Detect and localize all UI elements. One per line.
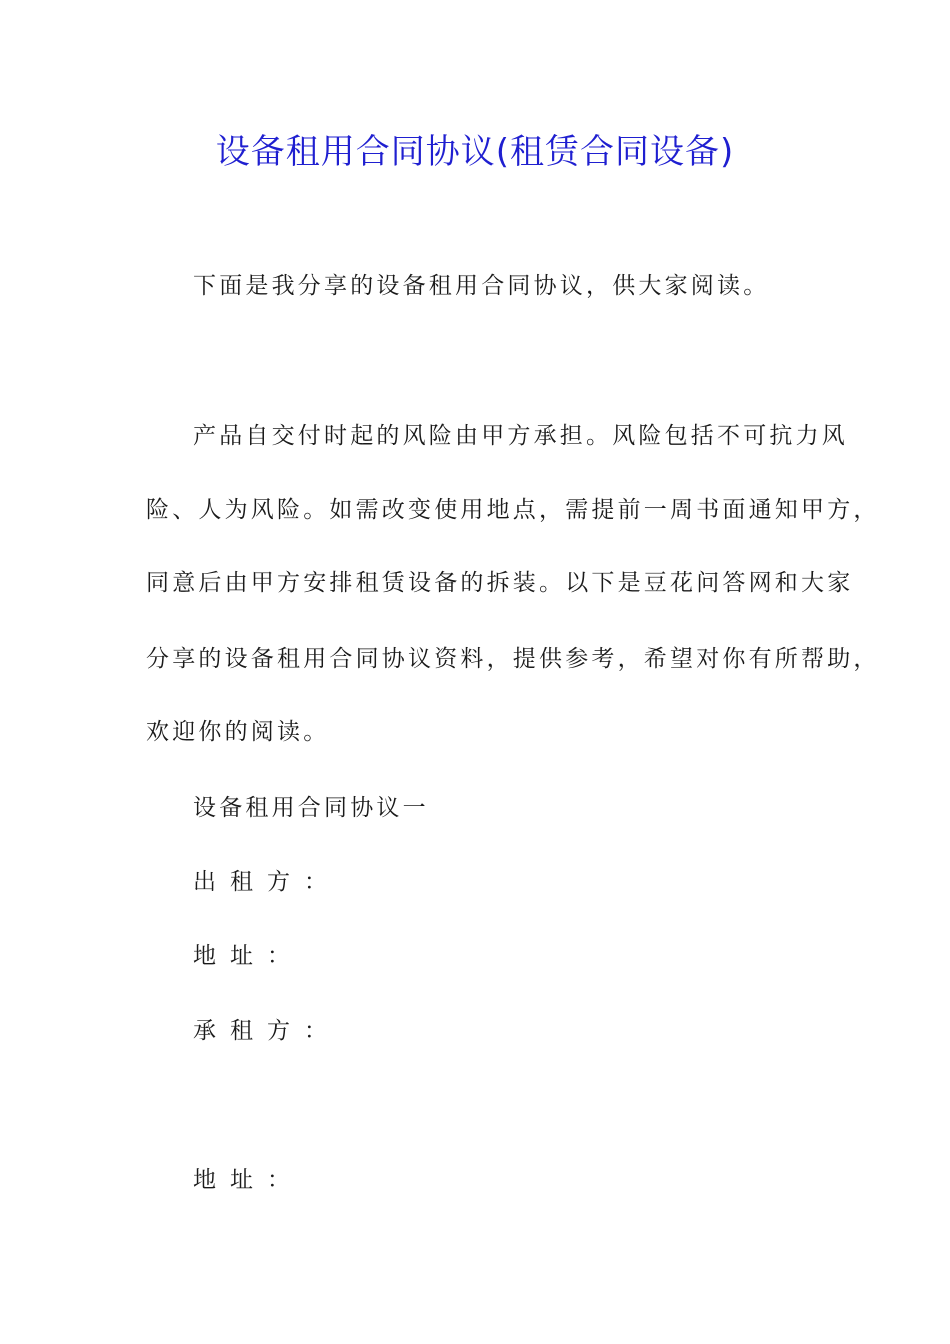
- intro-text: 下面是我分享的设备租用合同协议，供大家阅读。: [193, 273, 770, 299]
- paragraph-line-5: 欢迎你的阅读。: [146, 719, 330, 745]
- document-title: 设备租用合同协议(租赁合同设备): [215, 132, 735, 172]
- lessee-label: 承租方：: [193, 1018, 341, 1044]
- paragraph-line-1: 产品自交付时起的风险由甲方承担。风险包括不可抗力风: [193, 423, 848, 449]
- paragraph-line-2: 险、人为风险。如需改变使用地点，需提前一周书面通知甲方，: [146, 497, 880, 523]
- paragraph-line-4: 分享的设备租用合同协议资料，提供参考，希望对你有所帮助，: [146, 646, 880, 672]
- lessor-label: 出租方：: [193, 869, 341, 895]
- address-label-2: 地址：: [193, 1167, 304, 1193]
- address-label-1: 地址：: [193, 943, 304, 969]
- paragraph-line-3: 同意后由甲方安排租赁设备的拆装。以下是豆花问答网和大家: [146, 570, 854, 596]
- section-heading: 设备租用合同协议一: [193, 795, 429, 821]
